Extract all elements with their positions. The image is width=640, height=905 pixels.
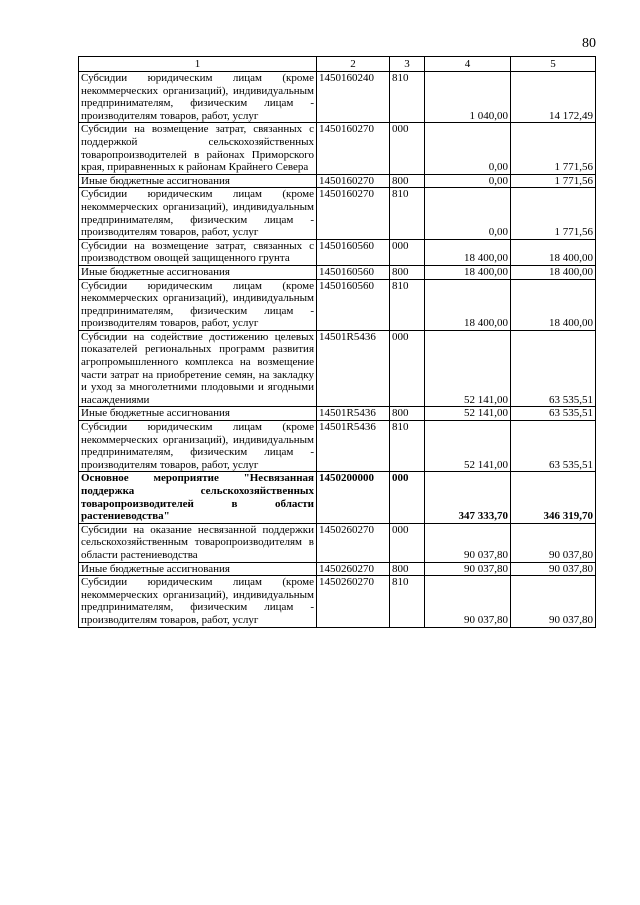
row-type-cell: 800 — [390, 407, 425, 421]
row-amount-col5: 1 771,56 — [511, 188, 596, 239]
budget-table — [78, 56, 596, 628]
header-col-3: 3 — [390, 57, 425, 72]
row-name-cell: Основное мероприятие "Несвязанная поддержка сельскохозяйственных товаропроизводителей в области растениеводства" — [79, 472, 317, 523]
table-row — [79, 239, 596, 265]
row-name-cell: Иные бюджетные ассигнования — [79, 265, 317, 279]
table-row — [79, 330, 596, 407]
row-amount-col5: 90 037,80 — [511, 576, 596, 627]
table-row — [79, 472, 596, 523]
row-amount-col4: 18 400,00 — [425, 279, 511, 330]
table-row — [79, 72, 596, 123]
table-row — [79, 421, 596, 472]
row-amount-col4: 52 141,00 — [425, 407, 511, 421]
row-type-cell: 810 — [390, 421, 425, 472]
table-row — [79, 407, 596, 421]
row-code-cell: 1450160240 — [317, 72, 390, 123]
row-amount-col4: 1 040,00 — [425, 72, 511, 123]
row-amount-col5: 63 535,51 — [511, 330, 596, 407]
row-type-cell: 810 — [390, 576, 425, 627]
row-code-cell: 1450200000 — [317, 472, 390, 523]
row-name-cell: Субсидии на оказание несвязанной поддержки сельскохозяйственным товаропроизводителям в области растениеводства — [79, 523, 317, 562]
row-amount-col5: 18 400,00 — [511, 265, 596, 279]
row-amount-col4: 52 141,00 — [425, 330, 511, 407]
row-code-cell: 14501R5436 — [317, 421, 390, 472]
row-code-cell: 1450160560 — [317, 265, 390, 279]
header-col-4: 4 — [425, 57, 511, 72]
row-code-cell: 1450260270 — [317, 576, 390, 627]
row-type-cell: 810 — [390, 72, 425, 123]
row-type-cell: 000 — [390, 123, 425, 174]
row-code-cell: 1450260270 — [317, 523, 390, 562]
row-code-cell: 1450160560 — [317, 279, 390, 330]
row-name-cell: Субсидии юридическим лицам (кроме некоммерческих организаций), индивидуальным предпринимателям, физическим лицам - производителям товаров, работ, услуг — [79, 421, 317, 472]
table-row — [79, 123, 596, 174]
table-row — [79, 523, 596, 562]
row-type-cell: 000 — [390, 472, 425, 523]
page-number: 80 — [582, 36, 596, 51]
row-code-cell: 14501R5436 — [317, 407, 390, 421]
row-code-cell: 1450160270 — [317, 174, 390, 188]
row-amount-col4: 0,00 — [425, 123, 511, 174]
row-amount-col4: 0,00 — [425, 188, 511, 239]
row-amount-col4: 90 037,80 — [425, 576, 511, 627]
row-amount-col4: 18 400,00 — [425, 239, 511, 265]
row-name-cell: Иные бюджетные ассигнования — [79, 562, 317, 576]
row-type-cell: 000 — [390, 523, 425, 562]
row-amount-col5: 14 172,49 — [511, 72, 596, 123]
row-amount-col5: 1 771,56 — [511, 123, 596, 174]
row-code-cell: 1450160560 — [317, 239, 390, 265]
header-col-2: 2 — [317, 57, 390, 72]
row-type-cell: 800 — [390, 265, 425, 279]
row-type-cell: 000 — [390, 239, 425, 265]
row-type-cell: 810 — [390, 279, 425, 330]
row-name-cell: Субсидии на содействие достижению целевых показателей региональных программ развития агропромышленного комплекса на возмещение части затрат на приобретение семян, на закладку и уход за многолетними плодовыми и ягодными насаждениями — [79, 330, 317, 407]
row-code-cell: 1450160270 — [317, 123, 390, 174]
row-amount-col4: 347 333,70 — [425, 472, 511, 523]
row-amount-col5: 63 535,51 — [511, 421, 596, 472]
row-type-cell: 800 — [390, 562, 425, 576]
row-amount-col4: 90 037,80 — [425, 523, 511, 562]
row-name-cell: Иные бюджетные ассигнования — [79, 407, 317, 421]
row-name-cell: Субсидии юридическим лицам (кроме некоммерческих организаций), индивидуальным предпринимателям, физическим лицам - производителям товаров, работ, услуг — [79, 188, 317, 239]
row-amount-col5: 90 037,80 — [511, 562, 596, 576]
row-amount-col4: 52 141,00 — [425, 421, 511, 472]
row-name-cell: Субсидии юридическим лицам (кроме некоммерческих организаций), индивидуальным предпринимателям, физическим лицам - производителям товаров, работ, услуг — [79, 279, 317, 330]
row-amount-col4: 0,00 — [425, 174, 511, 188]
row-type-cell: 810 — [390, 188, 425, 239]
row-amount-col4: 90 037,80 — [425, 562, 511, 576]
table-row — [79, 265, 596, 279]
header-col-5: 5 — [511, 57, 596, 72]
row-type-cell: 000 — [390, 330, 425, 407]
table-row — [79, 188, 596, 239]
table-row — [79, 576, 596, 627]
row-name-cell: Иные бюджетные ассигнования — [79, 174, 317, 188]
row-type-cell: 800 — [390, 174, 425, 188]
row-code-cell: 1450260270 — [317, 562, 390, 576]
row-code-cell: 1450160270 — [317, 188, 390, 239]
header-row — [79, 57, 596, 72]
row-amount-col5: 18 400,00 — [511, 239, 596, 265]
table-row — [79, 174, 596, 188]
row-amount-col5: 346 319,70 — [511, 472, 596, 523]
row-code-cell: 14501R5436 — [317, 330, 390, 407]
row-amount-col5: 90 037,80 — [511, 523, 596, 562]
header-col-1: 1 — [79, 57, 317, 72]
row-amount-col4: 18 400,00 — [425, 265, 511, 279]
row-name-cell: Субсидии на возмещение затрат, связанных с поддержкой сельскохозяйственных товаропроизводителей в районах Приморского края, приравненных к районам Крайнего Севера — [79, 123, 317, 174]
table-row — [79, 562, 596, 576]
row-name-cell: Субсидии на возмещение затрат, связанных с производством овощей защищенного грунта — [79, 239, 317, 265]
table-row — [79, 279, 596, 330]
row-amount-col5: 1 771,56 — [511, 174, 596, 188]
row-amount-col5: 63 535,51 — [511, 407, 596, 421]
row-name-cell: Субсидии юридическим лицам (кроме некоммерческих организаций), индивидуальным предпринимателям, физическим лицам - производителям товаров, работ, услуг — [79, 576, 317, 627]
row-amount-col5: 18 400,00 — [511, 279, 596, 330]
row-name-cell: Субсидии юридическим лицам (кроме некоммерческих организаций), индивидуальным предпринимателям, физическим лицам - производителям товаров, работ, услуг — [79, 72, 317, 123]
